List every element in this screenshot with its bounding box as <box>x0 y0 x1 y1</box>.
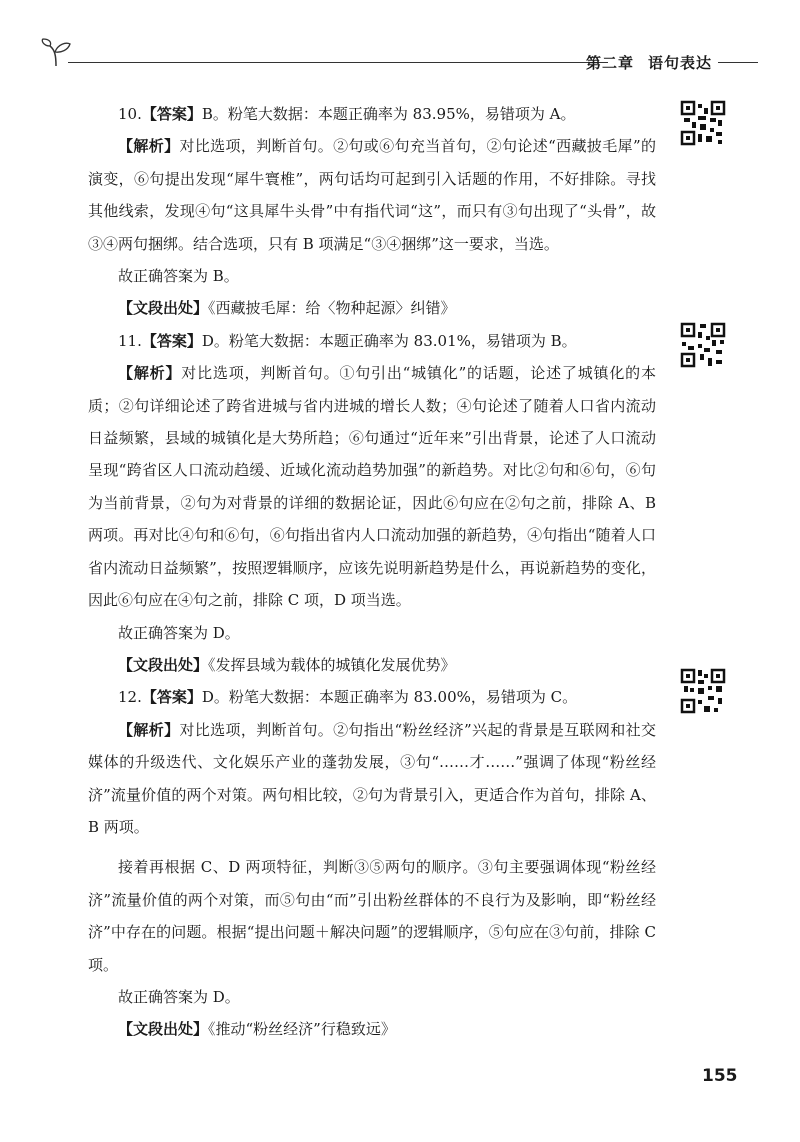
answer-content <box>88 98 656 1046</box>
analysis-paragraph <box>88 357 656 616</box>
source-tag: 【文段出处】 <box>118 299 209 318</box>
conclusion-line: 故正确答案为 B。 <box>118 267 239 286</box>
analysis-text: 对比选项，判断首句。②句或⑥句充当首句，②句论述“西藏披毛犀”的演变，⑥句提出发现“犀牛寰椎”，两句话均可起到引入话题的作用，不好排除。寻找其他线索，发现④句“这具犀牛头骨”中有指代词“这”，而只有③句出现了“头骨”，故③④两句捆绑。结合选项，只有 B 项满足“③④捆绑”这一要求，当选。 <box>88 137 656 253</box>
source-tag: 【文段出处】 <box>118 1020 209 1039</box>
analysis-tag: 【解析】 <box>118 364 182 383</box>
answer-text: B。粉笔大数据：本题正确率为 83.95%，易错项为 A。 <box>201 105 576 123</box>
answer-text: D。粉笔大数据：本题正确率为 83.00%，易错项为 C。 <box>201 688 578 707</box>
answer-line <box>88 325 656 357</box>
answer-line <box>88 98 656 130</box>
source-line <box>88 292 656 324</box>
question-number: 10. <box>118 105 142 123</box>
chapter-title <box>586 52 712 73</box>
answer-tag: 【答案】 <box>141 105 202 123</box>
sprout-logo-icon <box>40 38 74 68</box>
question-number: 11. <box>118 331 142 350</box>
analysis-text: 对比选项，判断首句。①句引出“城镇化”的话题，论述了城镇化的本质；②句详细论述了跨省进城与省内进城的增长人数；④句论述了随着人口省内流动日益频繁，县域的城镇化是大势所趋；⑥句通过“近年来”引出背景，论述了人口流动呈现“跨省区人口流动趋缓、近域化流动趋势加强”的新趋势。对比②句和⑥句，⑥句为当前背景，②句为对背景的详细的数据论证，因此⑥句应在②句之前，排除 A、B 两项。再对比④句和⑥句，⑥句指出省内人口流动加强的新趋势，④句指出“随着人口省内流动日益频繁”，按照逻辑顺序，应该先说明新趋势是什么，再说新趋势的变化，因此⑥句应在④句之前，排除 C 项，D 项当选。 <box>88 364 656 610</box>
answer-tag: 【答案】 <box>141 688 202 707</box>
source-text: 《推动“粉丝经济”行稳致远》 <box>208 1020 396 1039</box>
answer-text: D。粉笔大数据：本题正确率为 83.01%，易错项为 B。 <box>201 331 577 350</box>
analysis-paragraph <box>88 130 656 260</box>
analysis-tag: 【解析】 <box>118 137 180 156</box>
chapter-label: 第二章 <box>585 54 634 72</box>
section-label: 语句表达 <box>647 54 712 72</box>
question-number: 12. <box>118 688 142 707</box>
qr-code-icon[interactable] <box>680 100 726 146</box>
qr-code-icon[interactable] <box>680 322 726 368</box>
header-rule-tail <box>718 62 758 63</box>
source-text: 《西藏披毛犀：给〈物种起源〉纠错》 <box>208 299 456 318</box>
analysis-text: 对比选项，判断首句。②句指出“粉丝经济”兴起的背景是互联网和社交媒体的升级迭代、文化娱乐产业的蓬勃发展，③句“……才……”强调了体现“粉丝经济”流量价值的两个对策。两句相比较，②句为背景引入，更适合作为首句，排除 A、B 两项。 <box>88 720 656 836</box>
source-line <box>88 1013 656 1045</box>
header-rule <box>68 62 608 63</box>
source-line <box>88 649 656 681</box>
source-tag: 【文段出处】 <box>118 655 209 674</box>
conclusion-line: 故正确答案为 D。 <box>118 623 240 642</box>
answer-line <box>88 681 656 713</box>
page-header <box>38 36 758 72</box>
analysis-tag: 【解析】 <box>118 720 180 739</box>
conclusion-line: 故正确答案为 D。 <box>118 987 240 1006</box>
analysis-paragraph <box>88 714 656 844</box>
answer-tag: 【答案】 <box>141 331 202 350</box>
page-number: 155 <box>702 1066 738 1086</box>
analysis-paragraph-continued: 接着再根据 C、D 两项特征，判断③⑤两句的顺序。③句主要强调体现“粉丝经济”流量价值的两个对策，而⑤句由“而”引出粉丝群体的不良行为及影响，即“粉丝经济”中存在的问题。根据“提出问题＋解决问题”的逻辑顺序，⑤句应在③句前，排除 C 项。 <box>88 858 656 974</box>
source-text: 《发挥县域为载体的城镇化发展优势》 <box>208 655 456 674</box>
qr-code-icon[interactable] <box>680 668 726 714</box>
